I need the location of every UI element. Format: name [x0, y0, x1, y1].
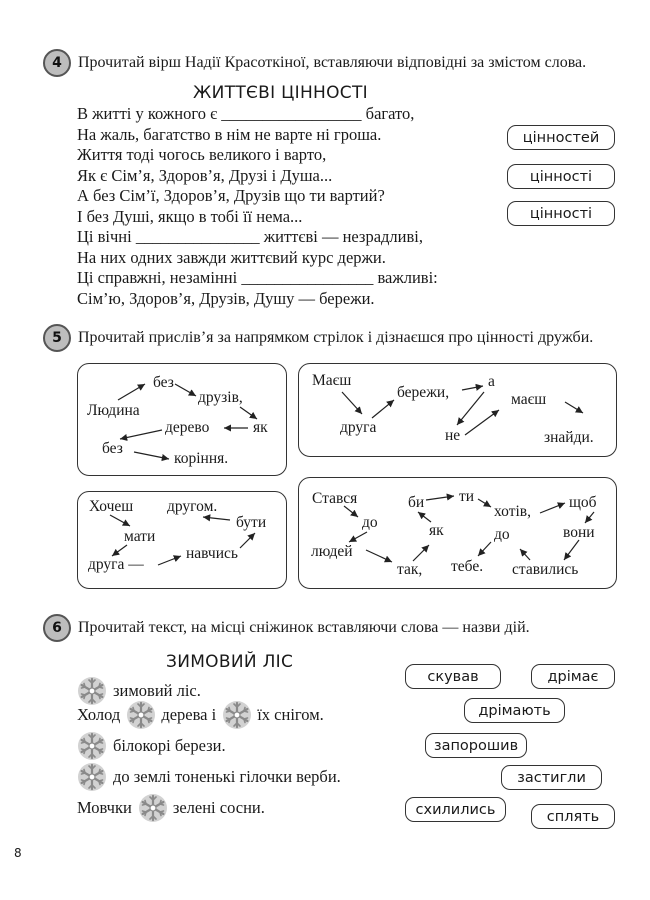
proverb-word: щоб	[569, 494, 597, 511]
poem-line: На них одних завжди життєвий курс держи.	[77, 247, 386, 267]
arrow	[540, 503, 565, 513]
poem-line: Ці вічні _______________ життєві — незрадливі,	[77, 227, 423, 246]
word-option[interactable]: скував	[405, 664, 501, 689]
arrow	[110, 515, 130, 526]
word-option[interactable]: запорошив	[425, 733, 527, 758]
proverb-word: тебе.	[451, 558, 484, 575]
snowflake-icon	[77, 731, 107, 761]
snowflake-icon	[126, 700, 156, 730]
text-line	[77, 700, 324, 730]
poem-line: Сім’ю, Здоров’я, Друзів, Душу — бережи.	[77, 288, 375, 308]
arrow	[478, 499, 491, 507]
poem-line: Як є Сім’я, Здоров’я, Друзі і Душа...	[77, 165, 333, 185]
arrow	[240, 407, 257, 419]
text-fragment: білокорі берези.	[113, 736, 226, 755]
task-instruction: Прочитай прислів’я за напрямком стрілок і дізнаєшся про цінності дружби.	[78, 329, 594, 346]
proverb-word: не	[445, 427, 461, 444]
arrow	[349, 532, 367, 542]
word-option[interactable]: цінності	[507, 201, 615, 226]
proverb-word: до	[362, 514, 378, 531]
word-option[interactable]: дрімає	[531, 664, 615, 689]
snowflake-icon	[138, 793, 168, 823]
task-number: 6	[52, 620, 62, 636]
text-fragment: зимовий ліс.	[113, 681, 201, 700]
arrow	[462, 386, 483, 390]
proverb-word: бережи,	[397, 384, 450, 401]
arrow	[158, 556, 181, 565]
arrow	[120, 430, 162, 439]
proverb-word: друзів,	[198, 389, 243, 406]
proverb-word: навчись	[186, 545, 238, 562]
text-title: ЗИМОВИЙ ЛІС	[166, 652, 294, 672]
proverb-word: знайди.	[544, 429, 594, 446]
arrow	[118, 384, 145, 400]
arrow	[465, 410, 499, 435]
word-option[interactable]: цінностей	[507, 125, 615, 150]
proverb-word: мати	[124, 528, 156, 545]
proverb-word: людей	[311, 543, 353, 560]
task-number: 4	[52, 55, 62, 71]
task-number-badge	[43, 614, 71, 642]
proverb-word: би	[408, 494, 425, 511]
proverb-word: Стався	[312, 490, 358, 507]
poem-line: В житті у кожного є _________________ багато,	[77, 104, 415, 123]
poem-line: Життя тоді чогось великого і варто,	[77, 145, 327, 164]
arrow	[585, 512, 594, 523]
arrow	[478, 542, 491, 556]
word-option[interactable]: дрімають	[464, 698, 565, 723]
snowflake-icon	[77, 762, 107, 792]
proverb-word: другом.	[167, 498, 218, 515]
arrow	[426, 496, 454, 500]
text-line	[77, 793, 265, 823]
proverb-word: Людина	[87, 402, 140, 419]
arrow	[520, 549, 530, 560]
word-option[interactable]: цінності	[507, 164, 615, 189]
arrow	[175, 384, 196, 396]
arrow	[372, 400, 394, 418]
proverb-word: друга	[340, 419, 377, 436]
poem-line: На жаль, багатство в нім не варте ні гроша.	[77, 124, 382, 144]
arrow	[240, 533, 255, 548]
arrow	[342, 392, 362, 414]
word-option[interactable]: схилились	[405, 797, 506, 822]
proverb-word: так,	[397, 561, 423, 578]
poem-line: Ці справжні, незамінні ________________ важливі:	[77, 268, 438, 287]
proverb-word: дерево	[165, 419, 210, 436]
arrow	[565, 402, 583, 413]
proverb-word: бути	[236, 514, 267, 531]
proverb-word: до	[494, 526, 510, 543]
text-fragment: їх снігом.	[257, 705, 324, 724]
arrow	[418, 512, 431, 522]
proverb-word: ставились	[512, 561, 579, 578]
arrow	[134, 452, 169, 459]
proverb-word: як	[429, 522, 444, 539]
arrow	[457, 392, 484, 425]
text-line	[77, 762, 341, 792]
arrow	[413, 545, 429, 561]
proverb-word: Хочеш	[89, 498, 134, 515]
word-option[interactable]: застигли	[501, 765, 602, 790]
proverb-word: без	[153, 374, 174, 391]
snowflake-icon	[222, 700, 252, 730]
arrow	[366, 550, 392, 562]
poem-title: ЖИТТЄВІ ЦІННОСТІ	[193, 83, 368, 103]
text-fragment: дерева і	[161, 705, 217, 724]
arrow	[564, 540, 579, 560]
arrow	[344, 506, 358, 517]
arrow	[112, 545, 127, 556]
word-option[interactable]: сплять	[531, 804, 615, 829]
poem-line: А без Сім’ї, Здоров’я, Друзів що ти вартий?	[77, 186, 385, 205]
task-instruction: Прочитай текст, на місці сніжинок вставляючи слова — назви дій.	[78, 619, 530, 636]
proverb-word: без	[102, 440, 123, 457]
arrow	[203, 517, 230, 520]
proverb-word: ти	[459, 488, 475, 505]
proverb-word: друга —	[88, 556, 144, 573]
text-fragment: до землі тоненькі гілочки верби.	[113, 767, 341, 786]
proverb-word: Маєш	[312, 372, 352, 389]
task-instruction: Прочитай вірш Надії Красоткіної, вставляючи відповідні за змістом слова.	[78, 54, 587, 71]
proverb-word: як	[253, 419, 268, 436]
proverb-word: а	[488, 373, 495, 390]
text-fragment: Холод	[77, 705, 121, 724]
text-line	[77, 731, 226, 761]
proverb-word: вони	[563, 524, 595, 541]
proverb-word: маєш	[511, 391, 547, 408]
task-number: 5	[52, 330, 62, 346]
text-fragment: зелені сосни.	[172, 798, 265, 817]
page-number: 8	[14, 846, 22, 860]
poem-line: І без Душі, якщо в тобі її нема...	[77, 206, 303, 226]
proverb-word: хотів,	[494, 503, 531, 520]
text-fragment: Мовчки	[77, 798, 132, 817]
proverb-word: коріння.	[174, 450, 229, 467]
